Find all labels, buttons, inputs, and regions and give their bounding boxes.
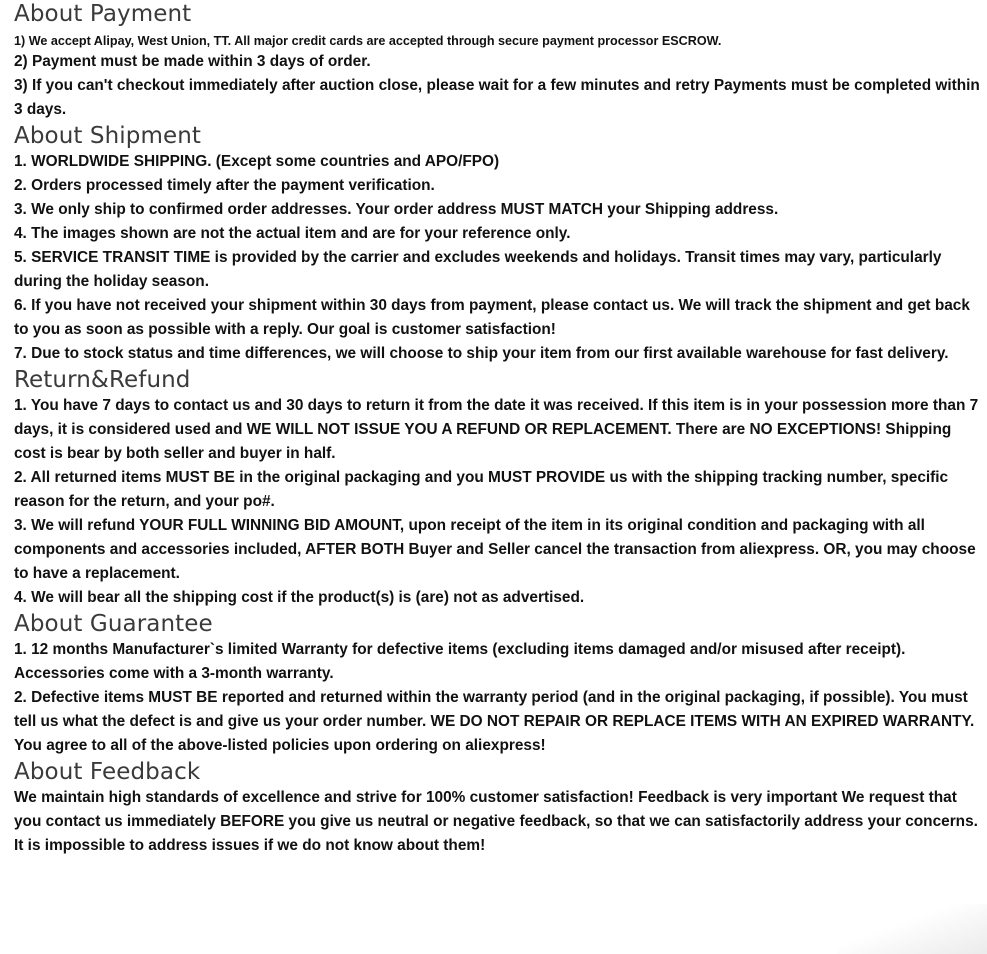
payment-section: [14, 0, 980, 122]
guarantee-heading: About Guarantee: [14, 611, 213, 637]
payment-heading: About Payment: [14, 1, 192, 27]
guarantee-item-2: 2. Defective items MUST BE reported and returned within the warranty period (and in the original packaging, if possible). You must tell us what the defect is and give us your order number. WE DO NOT REPAIR OR REPLACE ITEMS WITH AN EXPIRED WARRANTY.: [14, 689, 975, 730]
refund-item-3: 3. We will refund YOUR FULL WINNING BID AMOUNT, upon receipt of the item in its original condition and packaging with all components and accessories included, AFTER BOTH Buyer and Seller cancel the transaction from aliexpress. OR, you may choose to have a replacement.: [14, 517, 976, 582]
shipment-item-5: 5. SERVICE TRANSIT TIME is provided by the carrier and excludes weekends and holidays. Transit times may vary, particularly during the holiday season.: [14, 249, 942, 290]
policy-document: [14, 0, 980, 858]
shipment-item-1: 1. WORLDWIDE SHIPPING. (Except some countries and APO/FPO): [14, 153, 500, 170]
refund-heading: Return&Refund: [14, 367, 191, 393]
shipment-section: [14, 122, 980, 366]
guarantee-agreement: You agree to all of the above-listed policies upon ordering on aliexpress!: [14, 737, 546, 754]
page-fold-shadow: [837, 904, 987, 954]
shipment-item-2: 2. Orders processed timely after the payment verification.: [14, 177, 435, 194]
feedback-item-1: We maintain high standards of excellence and strive for 100% customer satisfaction! Feedback is very important We request that you contact us immediately BEFORE you give us neutral or negative feedback, so that we can satisfactorily address your concerns.: [14, 789, 978, 830]
feedback-item-2: It is impossible to address issues if we do not know about them!: [14, 837, 486, 854]
refund-item-2: 2. All returned items MUST BE in the original packaging and you MUST PROVIDE us with the shipping tracking number, specific reason for the return, and your po#.: [14, 469, 949, 510]
shipment-item-3: 3. We only ship to confirmed order addresses. Your order address MUST MATCH your Shipping address.: [14, 201, 779, 218]
refund-item-1: 1. You have 7 days to contact us and 30 days to return it from the date it was received. If this item is in your possession more than 7 days, it is considered used and WE WILL NOT ISSUE YOU A REFUND OR REPLACEMENT. There are NO EXCEPTIONS! Shipping cost is bear by both seller and buyer in half.: [14, 397, 979, 462]
payment-item-1: 1) We accept Alipay, West Union, TT. All major credit cards are accepted through secure payment processor ESCROW.: [14, 34, 722, 48]
shipment-item-4: 4. The images shown are not the actual item and are for your reference only.: [14, 225, 571, 242]
guarantee-item-1: 1. 12 months Manufacturer`s limited Warranty for defective items (excluding items damaged and/or misused after receipt). Accessories come with a 3-month warranty.: [14, 641, 906, 682]
shipment-item-6: 6. If you have not received your shipment within 30 days from payment, please contact us. We will track the shipment and get back to you as soon as possible with a reply. Our goal is customer satisfaction!: [14, 297, 970, 338]
refund-section: [14, 366, 980, 610]
guarantee-section: [14, 610, 980, 758]
shipment-item-7: 7. Due to stock status and time differences, we will choose to ship your item from our first available warehouse for fast delivery.: [14, 345, 949, 362]
feedback-heading: About Feedback: [14, 759, 201, 785]
payment-item-3: 3) If you can't checkout immediately after auction close, please wait for a few minutes and retry Payments must be completed within 3 days.: [14, 77, 980, 118]
refund-item-4: 4. We will bear all the shipping cost if the product(s) is (are) not as advertised.: [14, 589, 585, 606]
shipment-heading: About Shipment: [14, 123, 202, 149]
feedback-section: [14, 758, 980, 858]
payment-item-2: 2) Payment must be made within 3 days of order.: [14, 53, 371, 70]
